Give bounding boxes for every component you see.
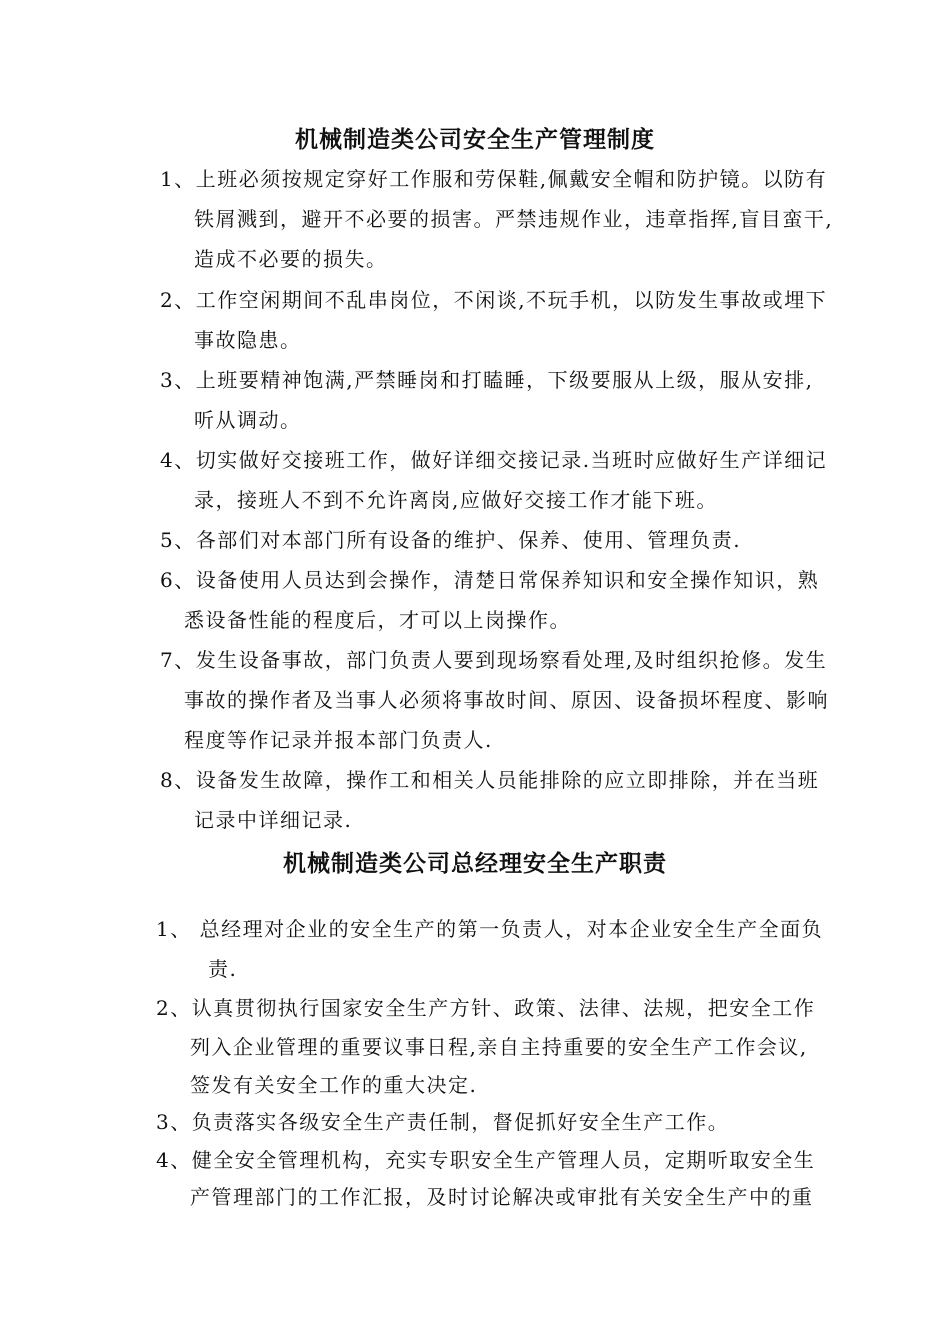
- s1-line-7: 听从调动。: [194, 408, 302, 432]
- section1-title: 机械制造类公司安全生产管理制度: [295, 127, 655, 153]
- s2-line-4: 列入企业管理的重要议事日程,亲自主持重要的安全生产工作会议,: [190, 1035, 808, 1059]
- s1-line-10: 5、各部们对本部门所有设备的维护、保养、使用、管理负责.: [160, 528, 742, 552]
- s2-line-8: 产管理部门的工作汇报，及时讨论解决或审批有关安全生产中的重: [190, 1185, 814, 1209]
- s1-line-8: 4、切实做好交接班工作，做好详细交接记录.当班时应做好生产详细记: [160, 448, 828, 472]
- s1-line-1: 1、上班必须按规定穿好工作服和劳保鞋,佩戴安全帽和防护镜。以防有: [160, 167, 828, 191]
- s1-line-16: 8、设备发生故障，操作工和相关人员能排除的应立即排除，并在当班: [160, 768, 820, 792]
- s1-line-5: 事故隐患。: [194, 328, 302, 352]
- s1-line-3: 造成不必要的损失。: [194, 247, 388, 271]
- s1-line-17: 记录中详细记录.: [194, 808, 353, 832]
- s2-line-7: 4、健全安全管理机构，充实专职安全生产管理人员，定期听取安全生: [156, 1148, 816, 1172]
- s1-line-13: 7、发生设备事故，部门负责人要到现场察看处理,及时组织抢修。发生: [160, 648, 828, 672]
- s2-line-1: 1、 总经理对企业的安全生产的第一负责人，对本企业安全生产全面负: [156, 917, 824, 941]
- s1-line-6: 3、上班要精神饱满,严禁睡岗和打瞌睡，下级要服从上级，服从安排,: [160, 368, 814, 392]
- s2-line-2: 责.: [208, 957, 238, 981]
- s1-line-4: 2、工作空闲期间不乱串岗位，不闲谈,不玩手机，以防发生事故或埋下: [160, 288, 828, 312]
- s2-line-5: 签发有关安全工作的重大决定.: [190, 1073, 478, 1097]
- s2-line-6: 3、负责落实各级安全生产责任制，督促抓好安全生产工作。: [156, 1110, 730, 1134]
- s1-line-2: 铁屑溅到，避开不必要的损害。严禁违规作业，违章指挥,盲目蛮干,: [194, 207, 834, 231]
- section2-title: 机械制造类公司总经理安全生产职责: [283, 851, 667, 877]
- s1-line-15: 程度等作记录并报本部门负责人.: [184, 728, 493, 752]
- s2-line-3: 2、认真贯彻执行国家安全生产方针、政策、法律、法规，把安全工作: [156, 996, 816, 1020]
- s1-line-14: 事故的操作者及当事人必须将事故时间、原因、设备损坏程度、影响: [184, 688, 829, 712]
- s1-line-12: 悉设备性能的程度后，才可以上岗操作。: [184, 608, 571, 632]
- s1-line-11: 6、设备使用人员达到会操作，清楚日常保养知识和安全操作知识，熟: [160, 568, 820, 592]
- s1-line-9: 录，接班人不到不允许离岗,应做好交接工作才能下班。: [194, 488, 718, 512]
